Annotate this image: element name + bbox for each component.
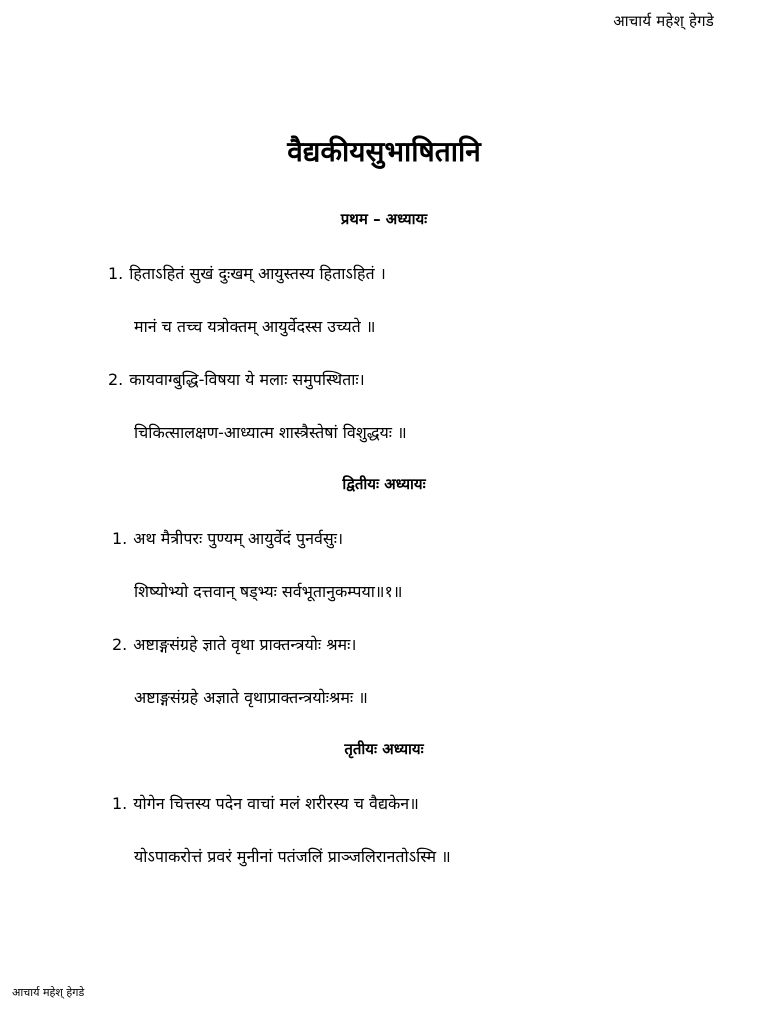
verse-3-1-line-2: योऽपाकरोत्तं प्रवरं मुनीनां पतंजलिं प्राञ्जलिरानतोऽस्मि ॥ — [134, 847, 451, 866]
chapter-heading-3: तृतीयः अध्यायः — [344, 740, 424, 758]
verse-3-1-line-1 — [112, 792, 419, 814]
verse-1-1-line-2: मानं च तच्च यत्रोक्तम् आयुर्वेदस्स उच्यते ॥ — [134, 317, 376, 336]
document-title: वैद्यकीयसुभाषितानि — [287, 135, 481, 168]
chapter-heading-2: द्वितीयः अध्यायः — [342, 475, 426, 493]
verse-text: हिताऽहितं सुखं दुःखम् आयुस्तस्य हिताऽहितं । — [129, 264, 386, 283]
verse-2-1-line-1 — [112, 527, 343, 549]
verse-number: 2. — [112, 635, 128, 654]
header-author: आचार्य महेश् हेगडे — [613, 12, 714, 30]
verse-1-2-line-1 — [108, 368, 365, 390]
verse-2-2-line-1 — [112, 633, 356, 655]
verse-text: कायवाग्बुद्धि-विषया ये मलाः समुपस्थिताः। — [129, 370, 365, 389]
verse-1-1-line-1 — [108, 262, 386, 284]
chapter-heading-1: प्रथम – अध्यायः — [340, 210, 428, 228]
verse-text: अथ मैत्रीपरः पुण्यम् आयुर्वेदं पुनर्वसुः। — [133, 529, 344, 548]
verse-number: 2. — [108, 370, 124, 389]
verse-2-2-line-2: अष्टाङ्गसंग्रहे अज्ञाते वृथाप्राक्तन्त्रयोःश्रमः ॥ — [134, 688, 368, 707]
verse-number: 1. — [112, 794, 128, 813]
verse-2-1-line-2: शिष्योभ्यो दत्तवान् षड्भ्यः सर्वभूतानुकम्पया॥१॥ — [134, 582, 403, 601]
footer-author: आचार्य महेश् हेगडे — [12, 986, 85, 999]
verse-text: योगेन चित्तस्य पदेन वाचां मलं शरीरस्य च वैद्यकेन॥ — [133, 794, 419, 813]
verse-number: 1. — [108, 264, 124, 283]
verse-1-2-line-2: चिकित्सालक्षण-आध्यात्म शास्त्रैस्तेषां विशुद्धयः ॥ — [134, 423, 407, 442]
verse-number: 1. — [112, 529, 128, 548]
verse-text: अष्टाङ्गसंग्रहे ज्ञाते वृथा प्राक्तन्त्रयोः श्रमः। — [133, 635, 357, 654]
